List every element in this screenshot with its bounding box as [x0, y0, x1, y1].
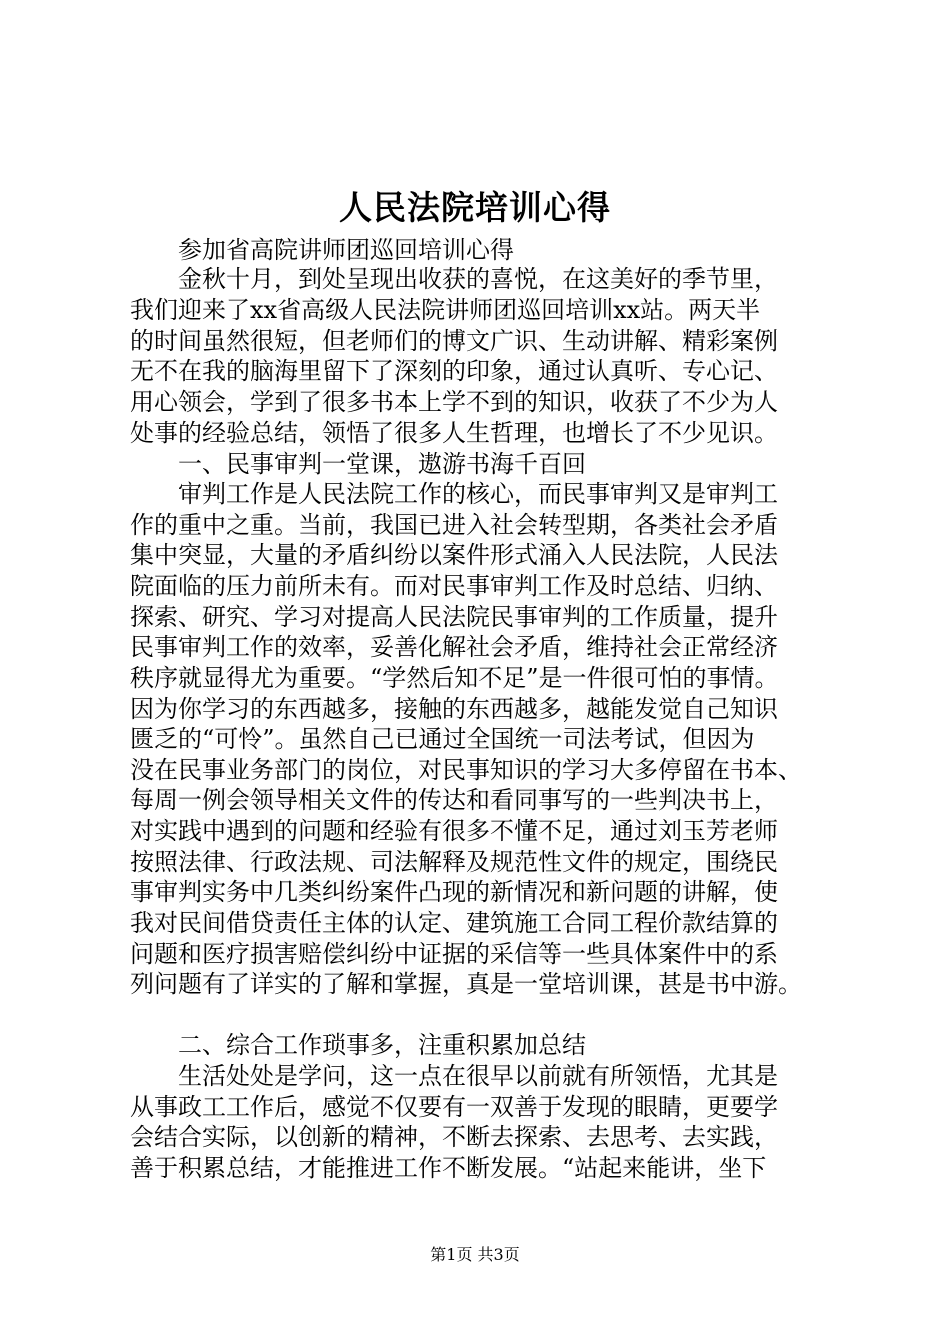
page-footer: 第1页 共3页	[430, 1245, 520, 1264]
body-line: 用心领会，学到了很多书本上学不到的知识，收获了不少为人	[130, 388, 778, 416]
body-line: 没在民事业务部门的岗位，对民事知识的学习大多停留在书本、	[130, 756, 802, 784]
body-line: 按照法律、行政法规、司法解释及规范性文件的规定，围绕民	[130, 848, 778, 876]
body-line: 集中突显，大量的矛盾纠纷以案件形式涌入人民法院，人民法	[130, 541, 778, 569]
body-line: 我对民间借贷责任主体的认定、建筑施工合同工程价款结算的	[130, 909, 778, 937]
body-line: 问题和医疗损害赔偿纠纷中证据的采信等一些具体案件中的系	[130, 940, 778, 968]
body-line: 金秋十月，到处呈现出收获的喜悦，在这美好的季节里，	[178, 265, 778, 293]
body-line: 秩序就显得尤为重要。“学然后知不足”是一件很可怕的事情。	[130, 664, 779, 692]
body-line: 民事审判工作的效率，妥善化解社会矛盾，维持社会正常经济	[130, 633, 778, 661]
body-line: 审判工作是人民法院工作的核心，而民事审判又是审判工	[178, 480, 778, 508]
body-line: 处事的经验总结，领悟了很多人生哲理，也增长了不少见识。	[130, 419, 778, 447]
body-line: 会结合实际，以创新的精神，不断去探索、去思考、去实践，	[130, 1123, 778, 1151]
page-title: 人民法院培训心得	[339, 188, 611, 227]
body-line: 匮乏的“可怜”。虽然自己已通过全国统一司法考试，但因为	[130, 725, 755, 753]
body-line: 列问题有了详实的了解和掌握，真是一堂培训课，甚是书中游。	[130, 970, 802, 998]
body-line: 善于积累总结，才能推进工作不断发展。“站起来能讲，坐下	[130, 1154, 767, 1182]
body-line: 无不在我的脑海里留下了深刻的印象，通过认真听、专心记、	[130, 357, 778, 385]
body-line: 每周一例会领导相关文件的传达和看同事写的一些判决书上，	[130, 786, 778, 814]
body-line: 从事政工工作后，感觉不仅要有一双善于发现的眼睛，更要学	[130, 1093, 778, 1121]
body-line: 院面临的压力前所未有。而对民事审判工作及时总结、归纳、	[130, 572, 778, 600]
body-line: 对实践中遇到的问题和经验有很多不懂不足，通过刘玉芳老师	[130, 817, 778, 845]
body-line: 作的重中之重。当前，我国已进入社会转型期，各类社会矛盾	[130, 511, 778, 539]
subtitle-line: 参加省高院讲师团巡回培训心得	[178, 236, 514, 264]
body-line: 因为你学习的东西越多，接触的东西越多，越能发觉自己知识	[130, 695, 778, 723]
body-line: 生活处处是学问，这一点在很早以前就有所领悟，尤其是	[178, 1062, 778, 1090]
body-line: 我们迎来了xx省高级人民法院讲师团巡回培训xx站。两天半	[130, 296, 761, 324]
section-heading: 一、民事审判一堂课，遨游书海千百回	[178, 450, 586, 478]
body-line: 探索、研究、学习对提高人民法院民事审判的工作质量，提升	[130, 603, 778, 631]
body-line: 事审判实务中几类纠纷案件凸现的新情况和新问题的讲解，使	[130, 878, 778, 906]
body-line: 的时间虽然很短，但老师们的博文广识、生动讲解、精彩案例	[130, 327, 778, 355]
section-heading: 二、综合工作琐事多，注重积累加总结	[178, 1031, 586, 1059]
